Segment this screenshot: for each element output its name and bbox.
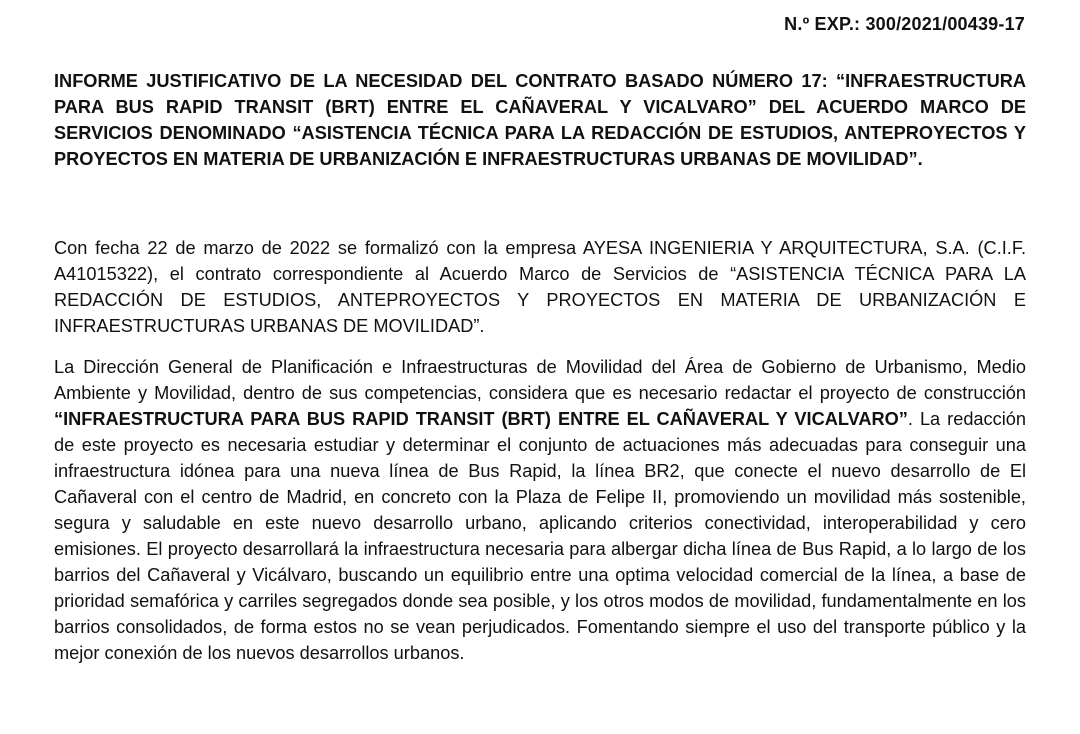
project-name-bold: “INFRAESTRUCTURA PARA BUS RAPID TRANSIT (BRT) ENTRE EL CAÑAVERAL Y VICALVARO” xyxy=(54,409,908,429)
expediente-number: N.º EXP.: 300/2021/00439-17 xyxy=(784,14,1025,34)
paragraph-text-after: . La redacción de este proyecto es necesaria estudiar y determinar el conjunto de actuaciones más adecuadas para conseguir una infraestructura idónea para una nueva línea de Bus Rapid, la línea BR2, que conecte el nuevo desarrollo de El Cañaveral con el centro de Madrid, en concreto con la Plaza de Felipe II, promoviendo un movilidad más sostenible, segura y saludable en este nuevo desarrollo urbano, aplicando criterios conectividad, interoperabilidad y cero emisiones. El proyecto desarrollará la infraestructura necesaria para albergar dicha línea de Bus Rapid, a lo largo de los barrios del Cañaveral y Vicálvaro, buscando un equilibrio entre una optima velocidad comercial de la línea, a base de prioridad semafórica y carriles segregados donde sea posible, y los otros modos de movilidad, fundamentalmente en los barrios consolidados, de forma estos no se vean perjudicados. Fomentando siempre el uso del transporte público y la mejor conexión de los nuevos desarrollos urbanos. xyxy=(54,409,1027,663)
document-title: INFORME JUSTIFICATIVO DE LA NECESIDAD DEL CONTRATO BASADO NÚMERO 17: “INFRAESTRUCTURA PARA BUS RAPID TRANSIT (BRT) ENTRE EL CAÑAVERAL Y VICALVARO” DEL ACUERDO MARCO DE SERVICIOS DENOMINADO “ASISTENCIA TÉCNICA PARA LA REDACCIÓN DE ESTUDIOS, ANTEPROYECTOS Y PROYECTOS EN MATERIA DE URBANIZACIÓN E INFRAESTRUCTURAS URBANAS DE MOVILIDAD”. xyxy=(54,71,1026,169)
paragraph-project-justification xyxy=(54,354,1026,666)
paragraph-text-before: La Dirección General de Planificación e Infraestructuras de Movilidad del Área de Gobierno de Urbanismo, Medio Ambiente y Movilidad, dentro de sus competencias, considera que es necesario redactar el proyecto de construcción xyxy=(54,357,1026,403)
paragraph-contract-formalization: Con fecha 22 de marzo de 2022 se formalizó con la empresa AYESA INGENIERIA Y ARQUITECTURA, S.A. (C.I.F. A41015322), el contrato correspondiente al Acuerdo Marco de Servicios de “ASISTENCIA TÉCNICA PARA LA REDACCIÓN DE ESTUDIOS, ANTEPROYECTOS Y PROYECTOS EN MATERIA DE URBANIZACIÓN E INFRAESTRUCTURAS URBANAS DE MOVILIDAD”. xyxy=(54,238,1026,336)
